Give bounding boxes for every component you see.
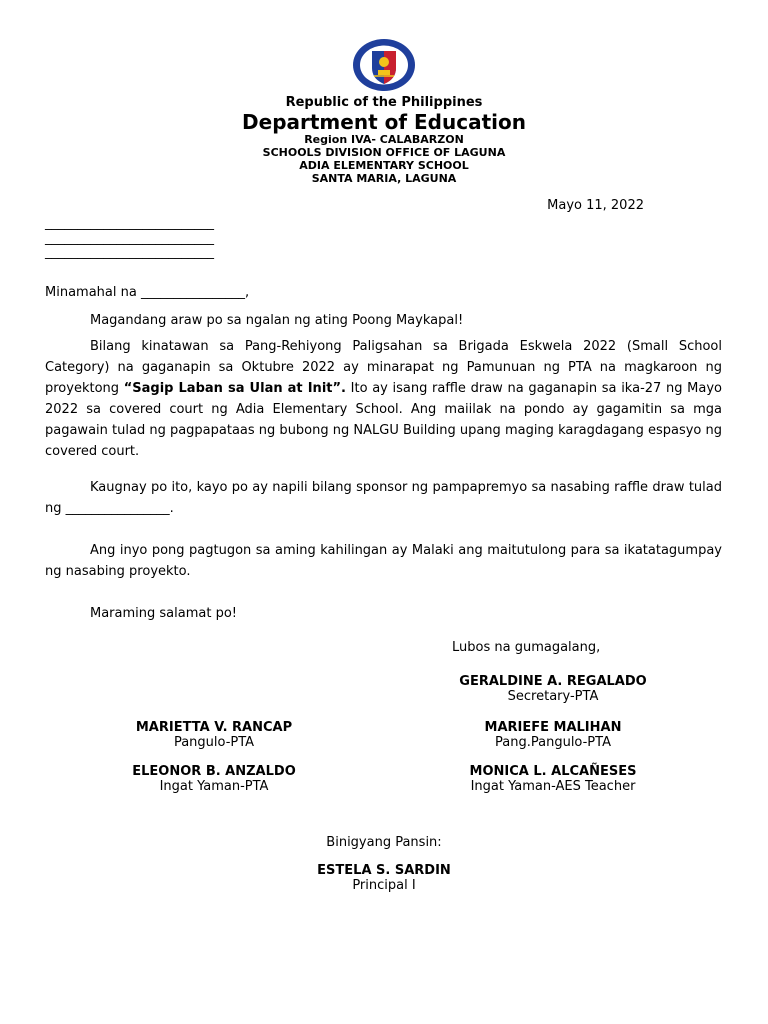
- signatory-name: ELEONOR B. ANZALDO: [132, 764, 296, 779]
- division-line: SCHOOLS DIVISION OFFICE OF LAGUNA: [262, 146, 506, 159]
- signatory-treasurer: [84, 764, 344, 794]
- paragraph-sponsor: Kaugnay po ito, kayo po ay napili bilang sponsor ng pampapremyo sa nasabing raffle draw tulad ng ________________.: [45, 480, 722, 516]
- closing-line: Lubos na gumagalang,: [452, 640, 601, 655]
- department-title: Department of Education: [242, 110, 526, 134]
- location-line: SANTA MARIA, LAGUNA: [311, 172, 457, 185]
- address-line: __________________________: [45, 245, 214, 260]
- signatory-name: MONICA L. ALCAÑESES: [469, 764, 637, 779]
- greeting: Magandang araw po sa ngalan ng ating Poong Maykapal!: [90, 313, 464, 328]
- region-line: Region IVA- CALABARZON: [304, 133, 464, 146]
- signatory-name: MARIEFE MALIHAN: [484, 720, 622, 735]
- republic-line: Republic of the Philippines: [285, 95, 483, 110]
- letter-date: Mayo 11, 2022: [547, 198, 644, 213]
- signatory-name: ESTELA S. SARDIN: [317, 863, 451, 878]
- school-line: ADIA ELEMENTARY SCHOOL: [299, 159, 469, 172]
- signatory-vice-president: [423, 720, 683, 750]
- paragraph-request: Ang inyo pong pagtugon sa aming kahilingan ay Malaki ang maitutulong para sa ikatatagumpay ng nasabing proyekto.: [45, 543, 722, 579]
- address-line: __________________________: [45, 216, 214, 231]
- thanks-line: Maraming salamat po!: [90, 606, 237, 621]
- paragraph-text: Bilang kinatawan sa Pang-Rehiyong Paligsahan sa Brigada Eskwela 2022 (Small School Category) na gaganapin sa Oktubre 2022 ay minarapat ng Pamunuan ng PTA na magkaroon ng proyektong: [45, 339, 722, 396]
- signatory-secretary: [423, 674, 683, 704]
- address-line: __________________________: [45, 231, 214, 246]
- deped-seal-logo: [351, 38, 417, 92]
- signatory-name: GERALDINE A. REGALADO: [459, 674, 647, 689]
- signatory-title: Pang.Pangulo-PTA: [495, 735, 611, 750]
- signatory-title: Pangulo-PTA: [173, 735, 255, 750]
- signatory-principal: [254, 863, 514, 893]
- salutation: Minamahal na ________________,: [45, 285, 250, 300]
- noted-label: Binigyang Pansin:: [326, 835, 442, 850]
- signatory-name: MARIETTA V. RANCAP: [135, 720, 293, 735]
- signatory-title: Ingat Yaman-PTA: [159, 779, 269, 794]
- paragraph-project: [45, 336, 722, 462]
- signatory-title: Principal I: [352, 878, 416, 893]
- signatory-president: [84, 720, 344, 750]
- signatory-title: Secretary-PTA: [507, 689, 599, 704]
- paragraph-text: Ito ay isang raffle draw na gaganapin sa ika-27 ng Mayo 2022 sa covered court ng Adia Elementary School. Ang maiilak na pondo ay gagamitin sa mga pagawain tulad ng pagpapataas ng bubong ng NALGU Building upang maging karagdagang espasyo ng covered court.: [45, 381, 722, 459]
- project-name: “Sagip Laban sa Ulan at Init”.: [123, 381, 346, 396]
- signatory-teacher-treasurer: [423, 764, 683, 794]
- signatory-title: Ingat Yaman-AES Teacher: [470, 779, 636, 794]
